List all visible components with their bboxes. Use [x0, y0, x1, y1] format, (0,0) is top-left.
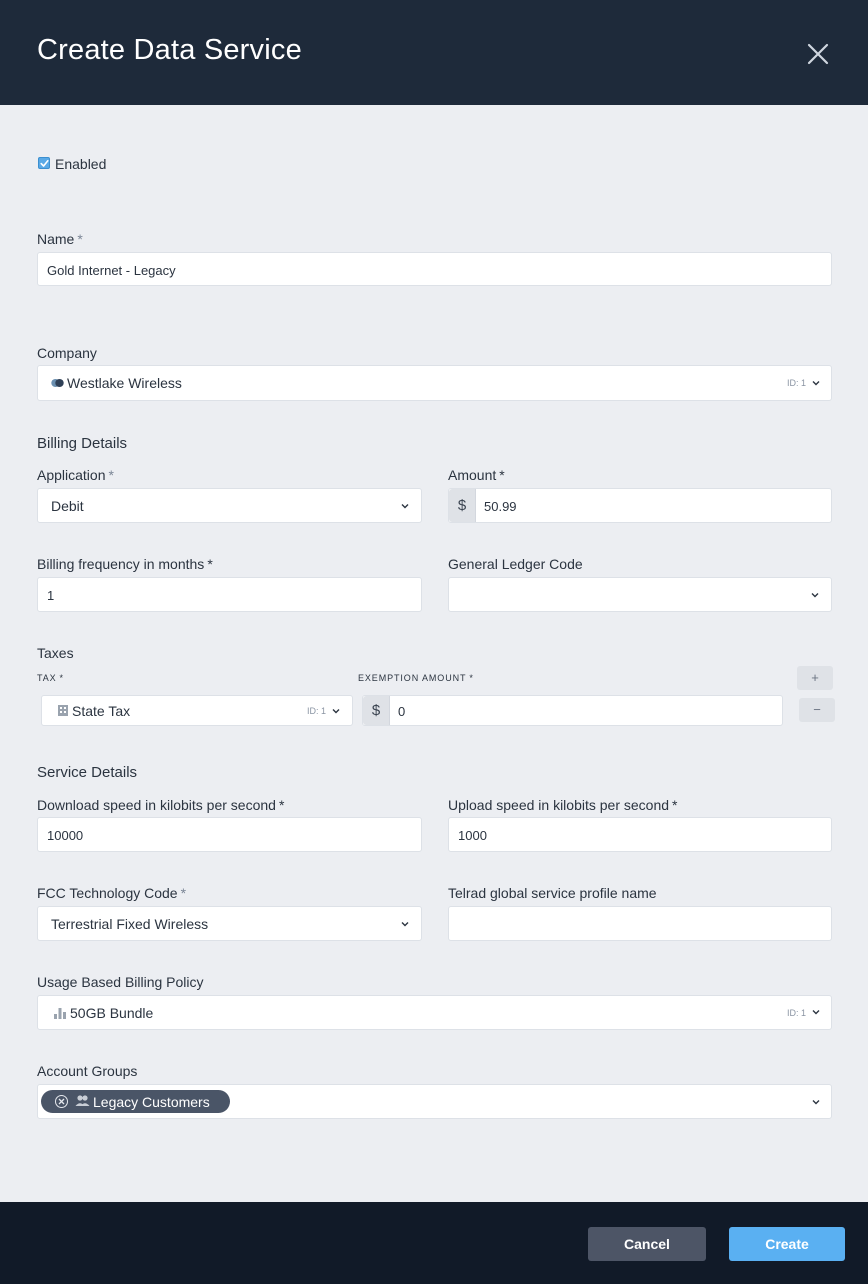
enabled-checkbox[interactable]: [38, 157, 50, 169]
upload-speed-input[interactable]: 1000: [448, 817, 832, 852]
tax-select[interactable]: State Tax ID: 1: [41, 695, 353, 726]
usage-policy-select[interactable]: 50GB Bundle ID: 1: [37, 995, 832, 1030]
chevron-down-icon: [810, 590, 820, 600]
service-section-title: Service Details: [37, 764, 138, 781]
create-button[interactable]: Create: [729, 1227, 845, 1261]
chevron-down-icon: [811, 1007, 821, 1017]
enabled-label: Enabled: [55, 156, 107, 172]
amount-label: Amount *: [448, 467, 505, 483]
close-icon[interactable]: [804, 40, 832, 68]
fcc-code-label: FCC Technology Code *: [37, 885, 187, 901]
billing-section-title: Billing Details: [37, 435, 128, 452]
exemption-column-header: EXEMPTION AMOUNT *: [358, 673, 474, 683]
bar-chart-icon: [53, 1006, 67, 1020]
gl-code-label: General Ledger Code: [448, 556, 583, 572]
add-tax-button[interactable]: +: [797, 666, 833, 690]
chevron-down-icon: [331, 706, 341, 716]
currency-addon: $: [363, 696, 390, 725]
billing-frequency-label: Billing frequency in months *: [37, 556, 213, 572]
account-groups-label: Account Groups: [37, 1063, 138, 1079]
chevron-down-icon: [400, 501, 410, 511]
amount-input[interactable]: $ 50.99: [448, 488, 832, 523]
application-label: Application *: [37, 467, 114, 483]
exemption-amount-input[interactable]: $ 0: [362, 695, 783, 726]
telrad-profile-input[interactable]: [448, 906, 832, 941]
company-label: Company: [37, 345, 97, 361]
upload-speed-label: Upload speed in kilobits per second *: [448, 797, 678, 813]
cancel-button[interactable]: Cancel: [588, 1227, 706, 1261]
chevron-down-icon: [811, 1097, 821, 1107]
download-speed-input[interactable]: 10000: [37, 817, 422, 852]
modal-header: [0, 0, 868, 105]
chevron-down-icon: [811, 378, 821, 388]
fcc-code-select[interactable]: Terrestrial Fixed Wireless: [37, 906, 422, 941]
users-icon: [75, 1094, 90, 1107]
chevron-down-icon: [400, 919, 410, 929]
currency-addon: $: [449, 489, 476, 522]
gl-code-select[interactable]: [448, 577, 832, 612]
application-select[interactable]: Debit: [37, 488, 422, 523]
name-label: Name *: [37, 231, 83, 247]
checkmark-icon: [40, 159, 49, 168]
tax-column-header: TAX *: [37, 673, 64, 683]
remove-chip-icon[interactable]: [55, 1095, 68, 1108]
telrad-profile-label: Telrad global service profile name: [448, 885, 657, 901]
download-speed-label: Download speed in kilobits per second *: [37, 797, 285, 813]
company-logo-icon: [51, 378, 64, 388]
name-input[interactable]: Gold Internet - Legacy: [37, 252, 832, 286]
modal-title: Create Data Service: [37, 34, 302, 66]
modal-footer: [0, 1202, 868, 1284]
building-icon: [57, 704, 69, 717]
taxes-section-title: Taxes: [37, 645, 74, 661]
account-group-chip: Legacy Customers: [41, 1090, 230, 1113]
remove-tax-button[interactable]: −: [799, 698, 835, 722]
billing-frequency-input[interactable]: 1: [37, 577, 422, 612]
usage-policy-label: Usage Based Billing Policy: [37, 974, 204, 990]
company-select[interactable]: Westlake Wireless ID: 1: [37, 365, 832, 401]
